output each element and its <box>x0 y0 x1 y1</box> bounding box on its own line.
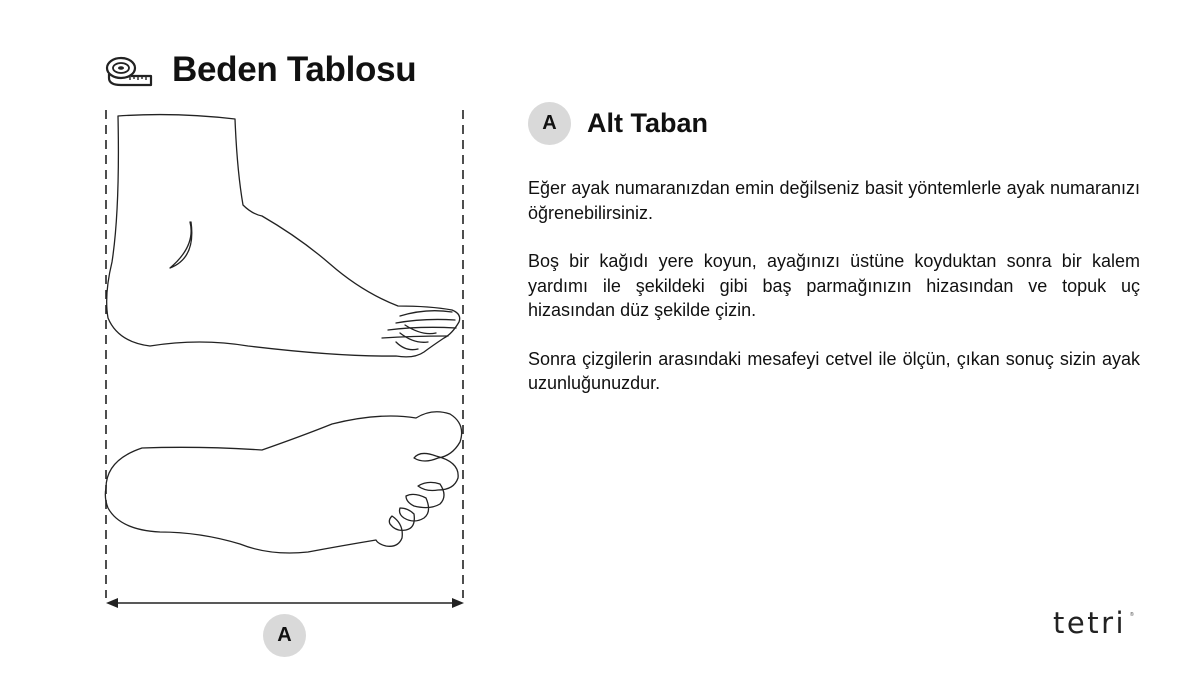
measurement-arrow <box>106 598 464 608</box>
paragraph-intro: Eğer ayak numaranızdan emin değilseniz basit yöntemlerle ayak numaranızı öğrenebilirsiniz. <box>528 178 1140 223</box>
measuring-tape-icon <box>104 53 154 87</box>
brand-logo: tetri <box>1053 606 1127 640</box>
section-header <box>528 102 708 145</box>
foot-side-view <box>107 115 460 357</box>
foot-measurement-illustration <box>96 104 476 664</box>
measurement-badge: A <box>263 614 306 657</box>
paragraph-result: Sonra çizgilerin arasındaki mesafeyi cetvel ile ölçün, çıkan sonuç sizin ayak uzunluğunuzdur. <box>528 348 1140 393</box>
section-title: Alt Taban <box>587 108 708 138</box>
brand-registered-mark: ® <box>1130 612 1134 618</box>
foot-sole-view <box>105 412 461 553</box>
instructions-text <box>528 176 1140 420</box>
section-badge: A <box>528 102 571 145</box>
paragraph-steps: Boş bir kağıdı yere koyun, ayağınızı üstüne koyduktan sonra bir kalem yardımı ile şekildeki gibi baş parmağınızın hizasından ve topuk uç hizasından düz şekilde çizin. <box>528 251 1140 320</box>
page-title: Beden Tablosu <box>172 50 417 89</box>
page-header <box>104 48 416 92</box>
